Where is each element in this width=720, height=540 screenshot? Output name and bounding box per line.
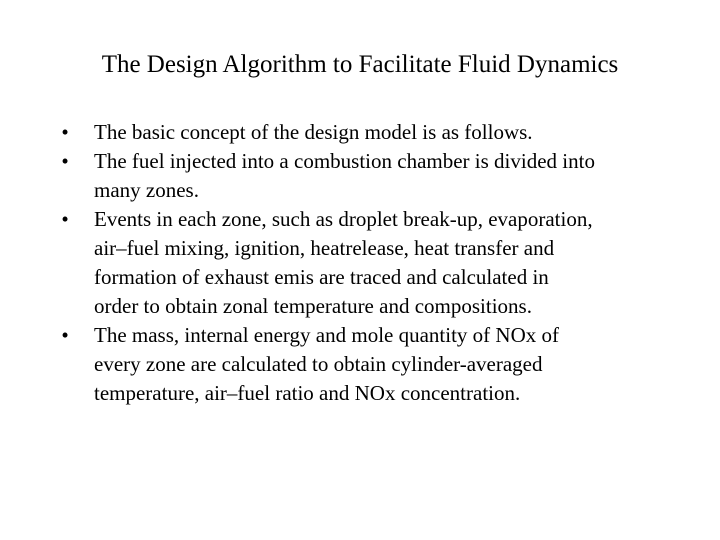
slide-title: The Design Algorithm to Facilitate Fluid Dynamics xyxy=(101,51,619,78)
bullet-item-concept xyxy=(55,118,685,147)
bullet-item-events xyxy=(55,205,685,321)
bullet-icon: • xyxy=(61,207,69,231)
bullet-icon: • xyxy=(61,149,69,173)
bullet-text-line: formation of exhaust emis are traced and calculated in xyxy=(94,265,549,289)
bullet-text-line: The mass, internal energy and mole quantity of NOx of xyxy=(94,323,559,347)
bullet-text-line: order to obtain zonal temperature and compositions. xyxy=(94,294,532,318)
bullet-text-line: The basic concept of the design model is as follows. xyxy=(94,120,533,144)
bullet-text-line: temperature, air–fuel ratio and NOx concentration. xyxy=(94,381,521,405)
bullet-text-line: Events in each zone, such as droplet break-up, evaporation, xyxy=(94,207,593,231)
bullet-list xyxy=(55,118,685,408)
bullet-text-line: many zones. xyxy=(94,178,199,202)
bullet-icon: • xyxy=(61,323,69,347)
bullet-text-line: every zone are calculated to obtain cylinder-averaged xyxy=(94,352,543,376)
bullet-text-line: The fuel injected into a combustion chamber is divided into xyxy=(94,149,595,173)
bullet-item-mass-energy xyxy=(55,321,685,408)
bullet-icon: • xyxy=(61,120,69,144)
bullet-text-line: air–fuel mixing, ignition, heatrelease, heat transfer and xyxy=(94,236,555,260)
bullet-item-zones xyxy=(55,147,685,205)
